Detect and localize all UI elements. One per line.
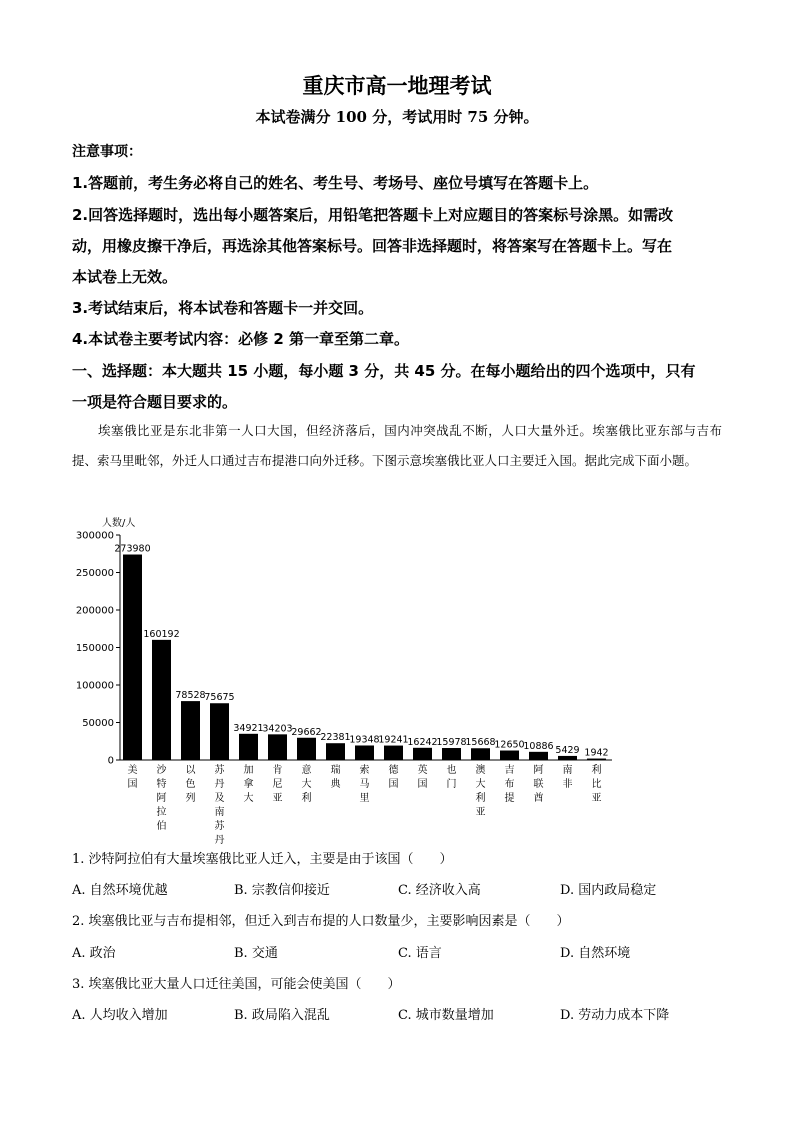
y-tick-label: 50000 <box>82 718 114 729</box>
question-1-stem: 1. 沙特阿拉伯有大量埃塞俄比亚人迁入，主要是由于该国（ ） <box>72 852 453 867</box>
bar-11 <box>442 748 461 760</box>
passage-text: 埃塞俄比亚是东北非第一人口大国，但经济落后，国内冲突战乱不断，人口大量外迁。埃塞俄比亚东部与吉布提、索马里毗邻，外迁人口通过吉布提港口向外迁移。下图示意埃塞俄比亚人口主要迁入国。据此完成下面小题。 <box>72 423 722 468</box>
bar-14 <box>529 752 548 760</box>
category-label-13: 吉布提 <box>504 765 515 804</box>
bar-5 <box>268 734 287 760</box>
data-label-4: 34921 <box>233 722 264 734</box>
question-2-option-d: D. 自然环境 <box>560 946 631 961</box>
bar-9 <box>384 746 403 760</box>
question-3-option-b: B. 政局陷入混乱 <box>234 1008 330 1023</box>
data-label-0: 273980 <box>114 543 151 555</box>
category-label-11: 也门 <box>446 765 457 790</box>
data-label-6: 29662 <box>291 726 322 738</box>
bar-12 <box>471 748 490 760</box>
data-label-8: 19348 <box>349 734 380 746</box>
data-label-9: 19241 <box>378 734 409 746</box>
category-label-16: 利比亚 <box>591 765 602 804</box>
notice-line-1: 1.答题前，考生务必将自己的姓名、考生号、考场号、座位号填写在答题卡上。 <box>72 174 599 192</box>
y-tick-label: 0 <box>107 755 114 767</box>
data-label-16: 1942 <box>584 747 609 759</box>
bar-6 <box>297 738 316 760</box>
notice-line-4: 本试卷上无效。 <box>72 268 178 286</box>
question-1-option-a: A. 自然环境优越 <box>72 883 168 898</box>
bar-0 <box>123 555 142 760</box>
notice-line-3: 动，用橡皮擦干净后，再选涂其他答案标号。回答非选择题时，将答案写在答题卡上。写在 <box>72 237 673 255</box>
notice-heading: 注意事项： <box>72 144 142 160</box>
data-label-10: 16242 <box>407 736 438 748</box>
question-2-option-b: B. 交通 <box>234 946 278 961</box>
notice-line-6: 4.本试卷主要考试内容：必修 2 第一章至第二章。 <box>72 330 410 348</box>
category-label-10: 英国 <box>417 765 428 790</box>
data-label-12: 15668 <box>465 737 496 749</box>
exam-subtitle: 本试卷满分 100 分，考试用时 75 分钟。 <box>255 108 539 126</box>
bar-8 <box>355 745 374 760</box>
category-label-6: 意大利 <box>301 765 312 804</box>
data-label-5: 34203 <box>262 723 293 735</box>
question-2-option-c: C. 语言 <box>398 946 442 961</box>
section-instruction-2: 一项是符合题目要求的。 <box>72 393 238 411</box>
category-label-3: 苏丹及南苏丹 <box>214 765 225 846</box>
bar-15 <box>558 756 577 760</box>
category-label-7: 瑞典 <box>330 765 341 790</box>
data-label-1: 160192 <box>143 628 180 640</box>
question-3-option-a: A. 人均收入增加 <box>72 1008 168 1023</box>
question-2-stem: 2. 埃塞俄比亚与吉布提相邻，但迁入到吉布提的人口数量少，主要影响因素是（ ） <box>72 914 570 929</box>
bar-3 <box>210 703 229 760</box>
data-label-13: 12650 <box>494 739 525 751</box>
section-instruction-1: 一、选择题：本大题共 15 小题，每小题 3 分，共 45 分。在每小题给出的四个选项中，只有 <box>72 362 696 380</box>
category-label-5: 肯尼亚 <box>272 765 283 804</box>
y-tick-label: 100000 <box>75 680 114 692</box>
bar-16 <box>587 759 606 760</box>
bar-1 <box>152 640 171 760</box>
category-label-15: 南非 <box>562 765 573 790</box>
category-label-1: 沙特阿拉伯 <box>156 765 167 832</box>
question-3-option-d: D. 劳动力成本下降 <box>560 1008 670 1023</box>
y-tick-label: 250000 <box>75 568 114 579</box>
migration-bar-chart <box>0 505 794 846</box>
category-label-2: 以色列 <box>185 765 196 804</box>
y-tick-label: 300000 <box>75 530 114 542</box>
bar-4 <box>239 734 258 760</box>
data-label-11: 15978 <box>436 737 467 749</box>
bar-2 <box>181 701 200 760</box>
data-label-15: 5429 <box>555 744 580 756</box>
question-2-option-a: A. 政治 <box>72 946 116 961</box>
category-label-8: 索马里 <box>359 765 370 804</box>
category-label-14: 阿联酋 <box>533 765 544 804</box>
question-3-stem: 3. 埃塞俄比亚大量人口迁往美国，可能会使美国（ ） <box>72 977 401 992</box>
category-label-12: 澳大利亚 <box>475 765 486 818</box>
bar-10 <box>413 748 432 760</box>
question-1-option-b: B. 宗教信仰接近 <box>234 883 330 898</box>
y-tick-label: 150000 <box>75 643 114 654</box>
data-label-7: 22381 <box>320 732 351 744</box>
category-label-9: 德国 <box>388 765 399 790</box>
question-1-option-d: D. 国内政局稳定 <box>560 883 657 898</box>
notice-line-5: 3.考试结束后，将本试卷和答题卡一并交回。 <box>72 299 374 317</box>
category-label-4: 加拿大 <box>243 765 254 804</box>
y-tick-label: 200000 <box>75 605 114 617</box>
notice-line-2: 2.回答选择题时，选出每小题答案后，用铅笔把答题卡上对应题目的答案标号涂黑。如需改 <box>72 206 674 224</box>
exam-title: 重庆市高一地理考试 <box>302 73 492 98</box>
bar-7 <box>326 743 345 760</box>
data-label-14: 10886 <box>523 740 554 752</box>
category-label-0: 美国 <box>127 765 138 790</box>
question-1-option-c: C. 经济收入高 <box>398 883 481 898</box>
data-label-3: 75675 <box>204 692 235 704</box>
y-axis-label: 人数/人 <box>102 518 136 529</box>
data-label-2: 78528 <box>175 690 206 702</box>
bar-13 <box>500 751 519 760</box>
question-3-option-c: C. 城市数量增加 <box>398 1008 494 1023</box>
